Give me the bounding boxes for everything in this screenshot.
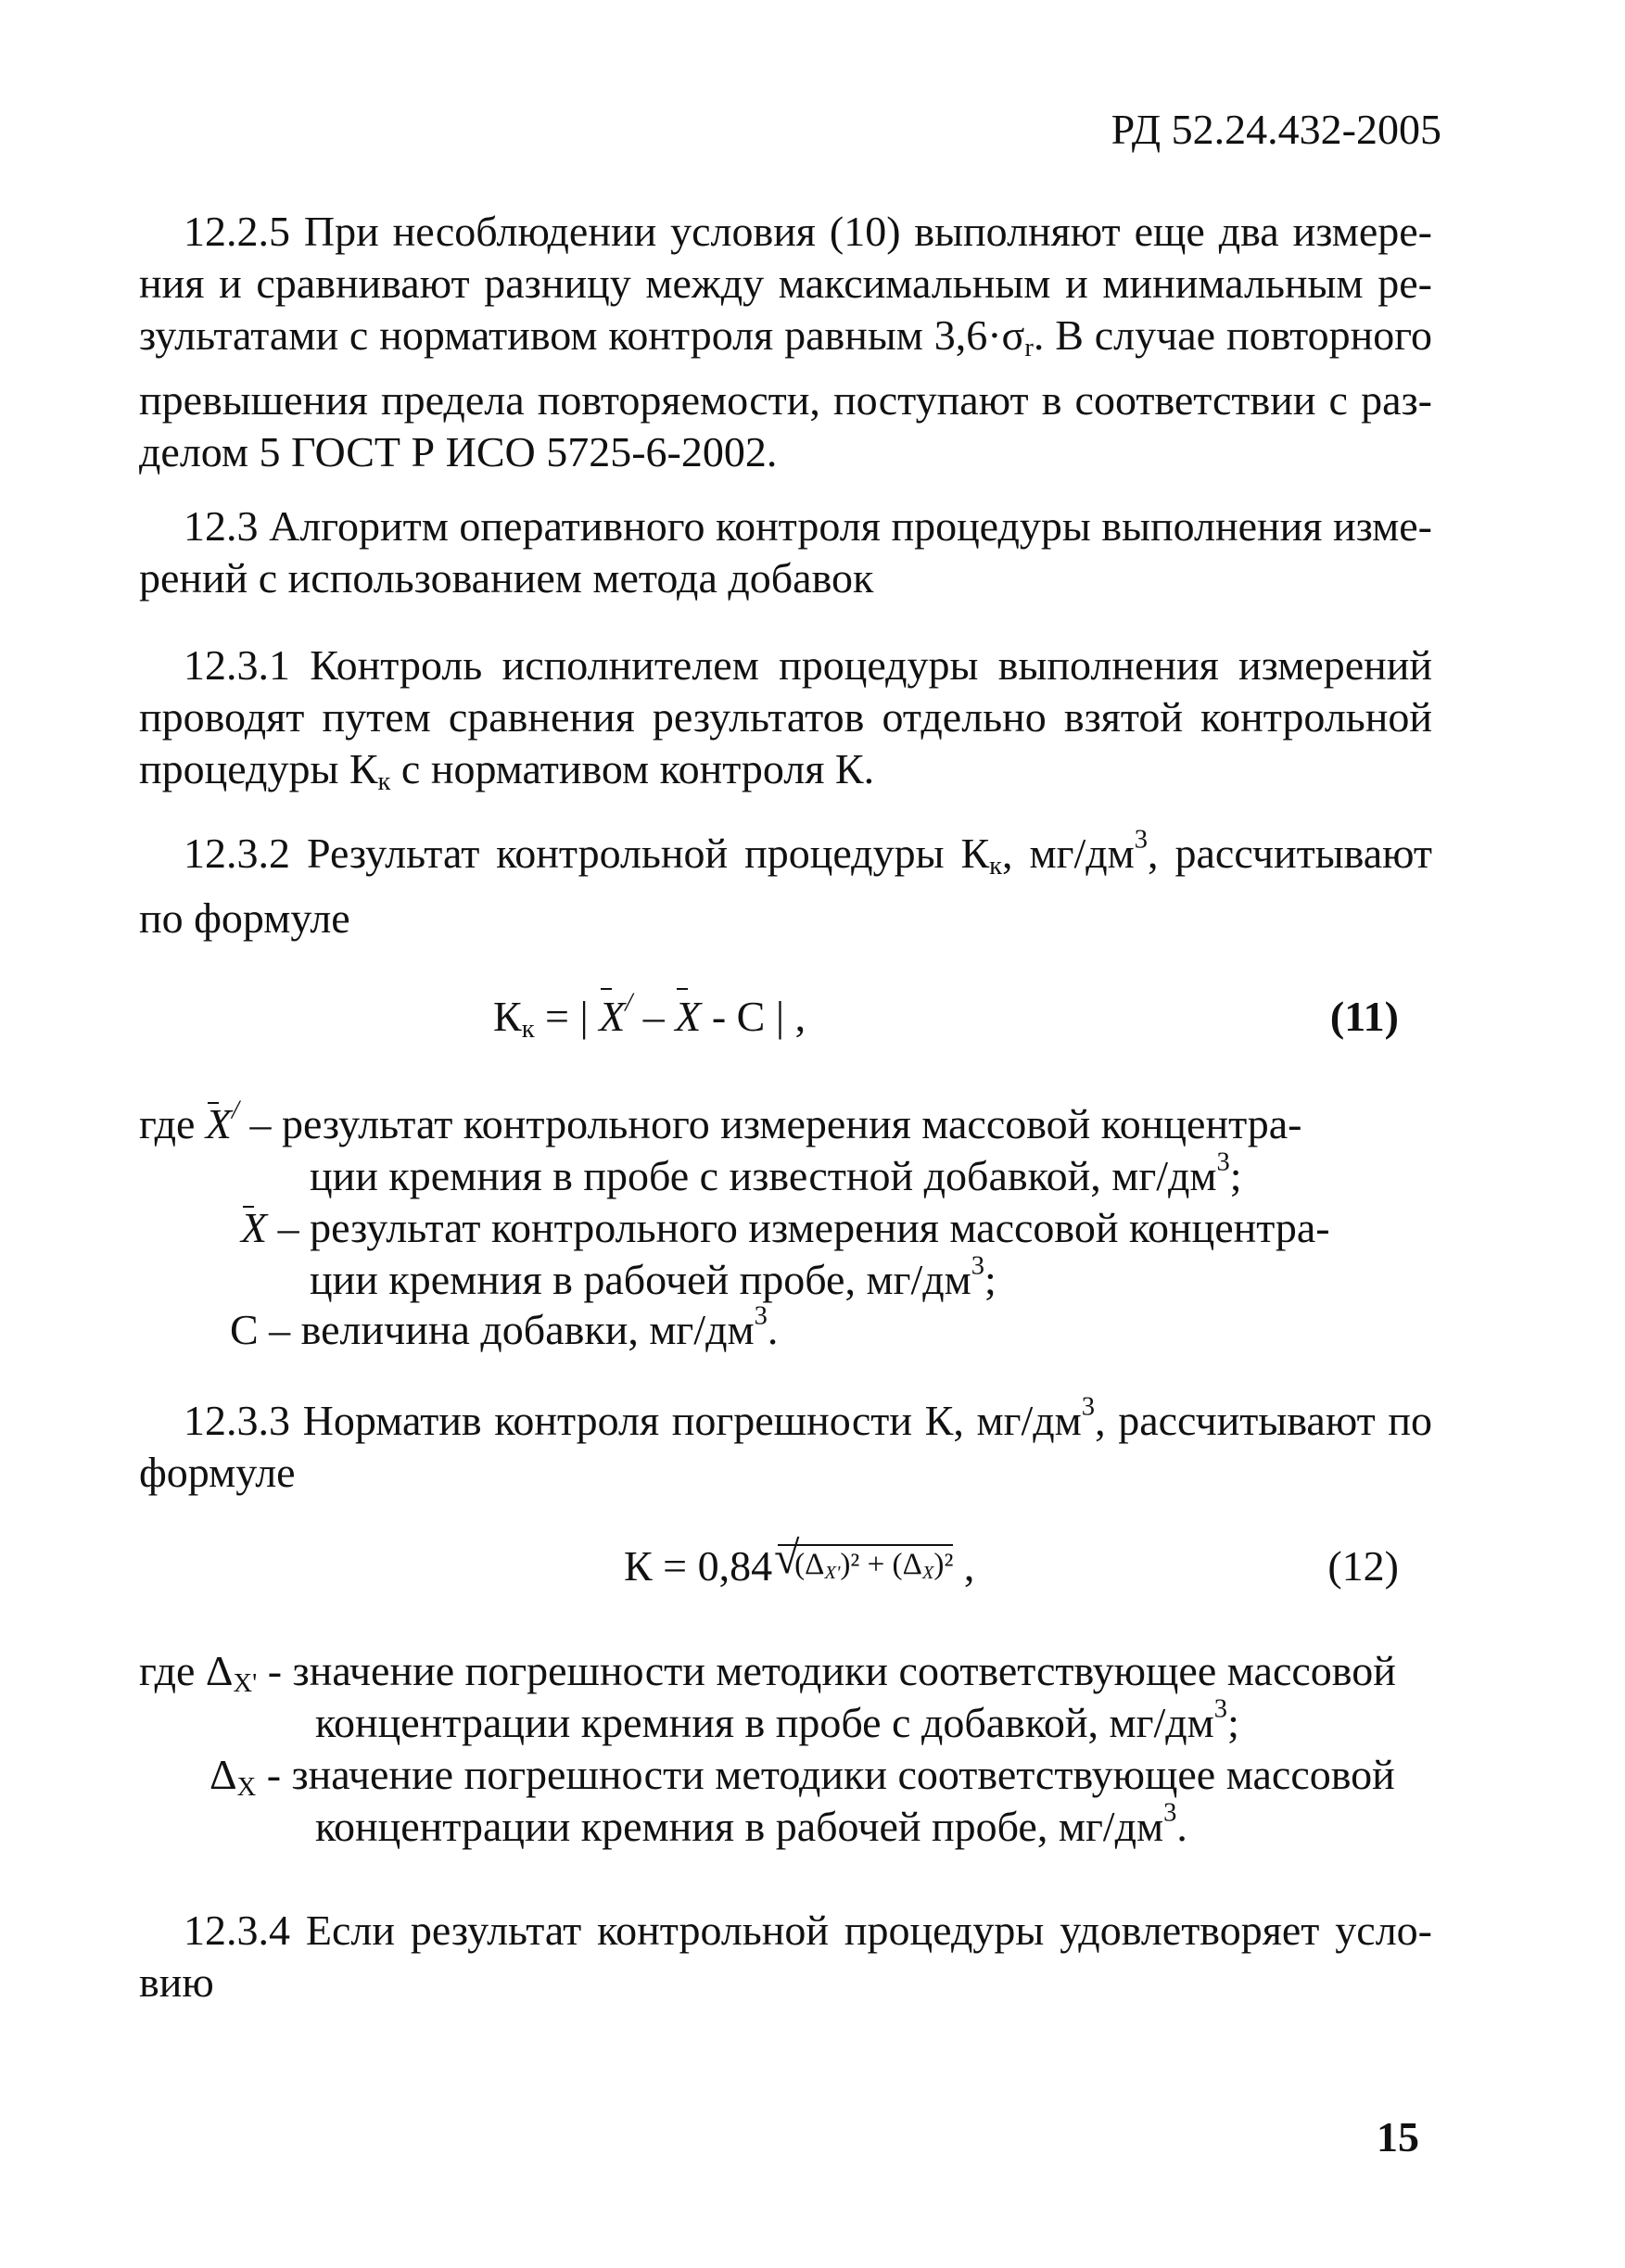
legend-line — [310, 1147, 1242, 1202]
formula-part: , — [953, 1542, 975, 1590]
radicand-part: )² + (Δ — [840, 1547, 922, 1582]
formula-11 — [493, 984, 806, 1062]
delta-symbol: Δ — [205, 1647, 234, 1694]
superscript: 3 — [971, 1251, 985, 1281]
where-label: где — [139, 1100, 196, 1147]
formula-lhs: К — [493, 993, 522, 1040]
legend-text: - значение погрешности методики соответствующее массовой — [256, 1751, 1395, 1798]
legend-line — [241, 1202, 1330, 1254]
paragraph-12-2-5 — [139, 206, 1432, 478]
paragraph-text: 12.3.2 Результат контрольной процедуры К — [184, 830, 990, 877]
legend-text: концентрации кремния в пробе с добавкой, мг/дм — [315, 1699, 1214, 1746]
formula-12-number: (12) — [1327, 1542, 1399, 1590]
superscript: 3 — [1213, 1694, 1228, 1724]
x-prime-symbol: X — [599, 984, 625, 1049]
formula-lhs: К = 0,84 — [624, 1542, 773, 1590]
formula-12 — [624, 1534, 974, 1599]
formula-12-legend — [139, 1645, 1432, 1858]
legend-text: – результат контрольного измерения массовой концентра- — [267, 1204, 1330, 1251]
legend-text: - значение погрешности методики соответствующее массовой — [257, 1647, 1396, 1694]
prime-mark: / — [232, 1096, 239, 1125]
subscript: к — [377, 767, 391, 797]
legend-text: ции кремния в пробе с известной добавкой, мг/дм — [310, 1152, 1217, 1199]
legend-line — [315, 1798, 1187, 1853]
legend-text: – результат контрольного измерения массовой концентра- — [238, 1100, 1302, 1147]
formula-part: = | — [534, 993, 600, 1040]
formula-11-number: (11) — [1329, 993, 1399, 1040]
paragraph-12-3: 12.3 Алгоритм оперативного контроля процедуры выполнения изме-рений с использованием метода добавок — [139, 502, 1432, 602]
x-prime-symbol: X — [206, 1098, 232, 1150]
subscript: X — [236, 1773, 257, 1803]
superscript: 3 — [1216, 1147, 1230, 1177]
prime-mark: / — [625, 988, 633, 1018]
paragraph-text: с нормативом контроля К. — [390, 745, 875, 792]
legend-text: . — [767, 1306, 779, 1353]
paragraph-text: , рассчитывают по формуле — [139, 830, 1432, 943]
legend-line — [230, 1301, 779, 1356]
formula-part: – — [632, 993, 676, 1040]
subscript: X' — [824, 1563, 841, 1584]
legend-line — [139, 1098, 1301, 1150]
subscript: r — [1024, 334, 1034, 363]
formula-11-legend — [139, 1096, 1432, 1353]
paragraph-12-3-2 — [139, 825, 1432, 944]
legend-text: ; — [984, 1256, 997, 1303]
superscript: 3 — [1134, 825, 1149, 855]
legend-text: ; — [1227, 1699, 1239, 1746]
formula-part: - C | , — [701, 993, 806, 1040]
paragraph-text: 12.3.1 Контроль исполнителем процедуры выполнения измерений проводят путем сравнения результатов отдельно взятой контрольной процедуры К — [139, 641, 1432, 792]
paragraph-12-3-4: 12.3.4 Если результат контрольной процедуры удовлетворяет усло-вию — [139, 1907, 1432, 2006]
subscript: X' — [233, 1669, 258, 1699]
superscript: 3 — [1163, 1798, 1177, 1828]
legend-line — [310, 1251, 997, 1306]
paragraph-text: . В случае повторного превышения предела повторяемости, поступают в соответствии с раз-делом 5 ГОСТ Р ИСО 5725-6-2002. — [139, 311, 1432, 476]
formula-12-row — [139, 1534, 1432, 1599]
formula-11-row — [139, 984, 1432, 1049]
legend-line — [315, 1694, 1239, 1749]
paragraph-text: 12.2.5 При несоблюдении условия (10) выполняют еще два измере-ния и сравнивают разницу между максимальным и минимальным ре-зультатами с нормативом контроля равным 3,6·σ — [139, 208, 1432, 359]
superscript: 3 — [1081, 1392, 1096, 1422]
paragraph-text: , мг/дм — [1002, 830, 1135, 877]
paragraph-text: , рассчитывают по формуле — [139, 1397, 1432, 1496]
legend-text: . — [1176, 1803, 1187, 1850]
legend-text: ; — [1229, 1152, 1242, 1199]
radicand-part: (Δ — [794, 1547, 825, 1582]
x-bar-symbol: X — [241, 1202, 267, 1254]
paragraph-12-3-1 — [139, 640, 1432, 808]
legend-text: концентрации кремния в рабочей пробе, мг/дм — [315, 1803, 1164, 1850]
subscript: X — [921, 1563, 934, 1584]
where-label: где — [139, 1647, 196, 1694]
legend-text: С – величина добавки, мг/дм — [230, 1306, 755, 1353]
delta-symbol: Δ — [209, 1751, 237, 1798]
page-number: 15 — [1377, 2113, 1419, 2160]
subscript: к — [989, 852, 1002, 881]
subscript: к — [521, 1015, 535, 1045]
square-root — [778, 1544, 953, 1584]
x-bar-symbol: X — [675, 984, 701, 1049]
radicand-part: )² — [933, 1547, 954, 1582]
superscript: 3 — [754, 1301, 768, 1331]
legend-text: ции кремния в рабочей пробе, мг/дм — [310, 1256, 971, 1303]
paragraph-12-3-3 — [139, 1392, 1432, 1499]
document-code: РД 52.24.432-2005 — [1111, 106, 1441, 153]
paragraph-text: 12.3.3 Норматив контроля погрешности К, мг/дм — [184, 1397, 1082, 1444]
